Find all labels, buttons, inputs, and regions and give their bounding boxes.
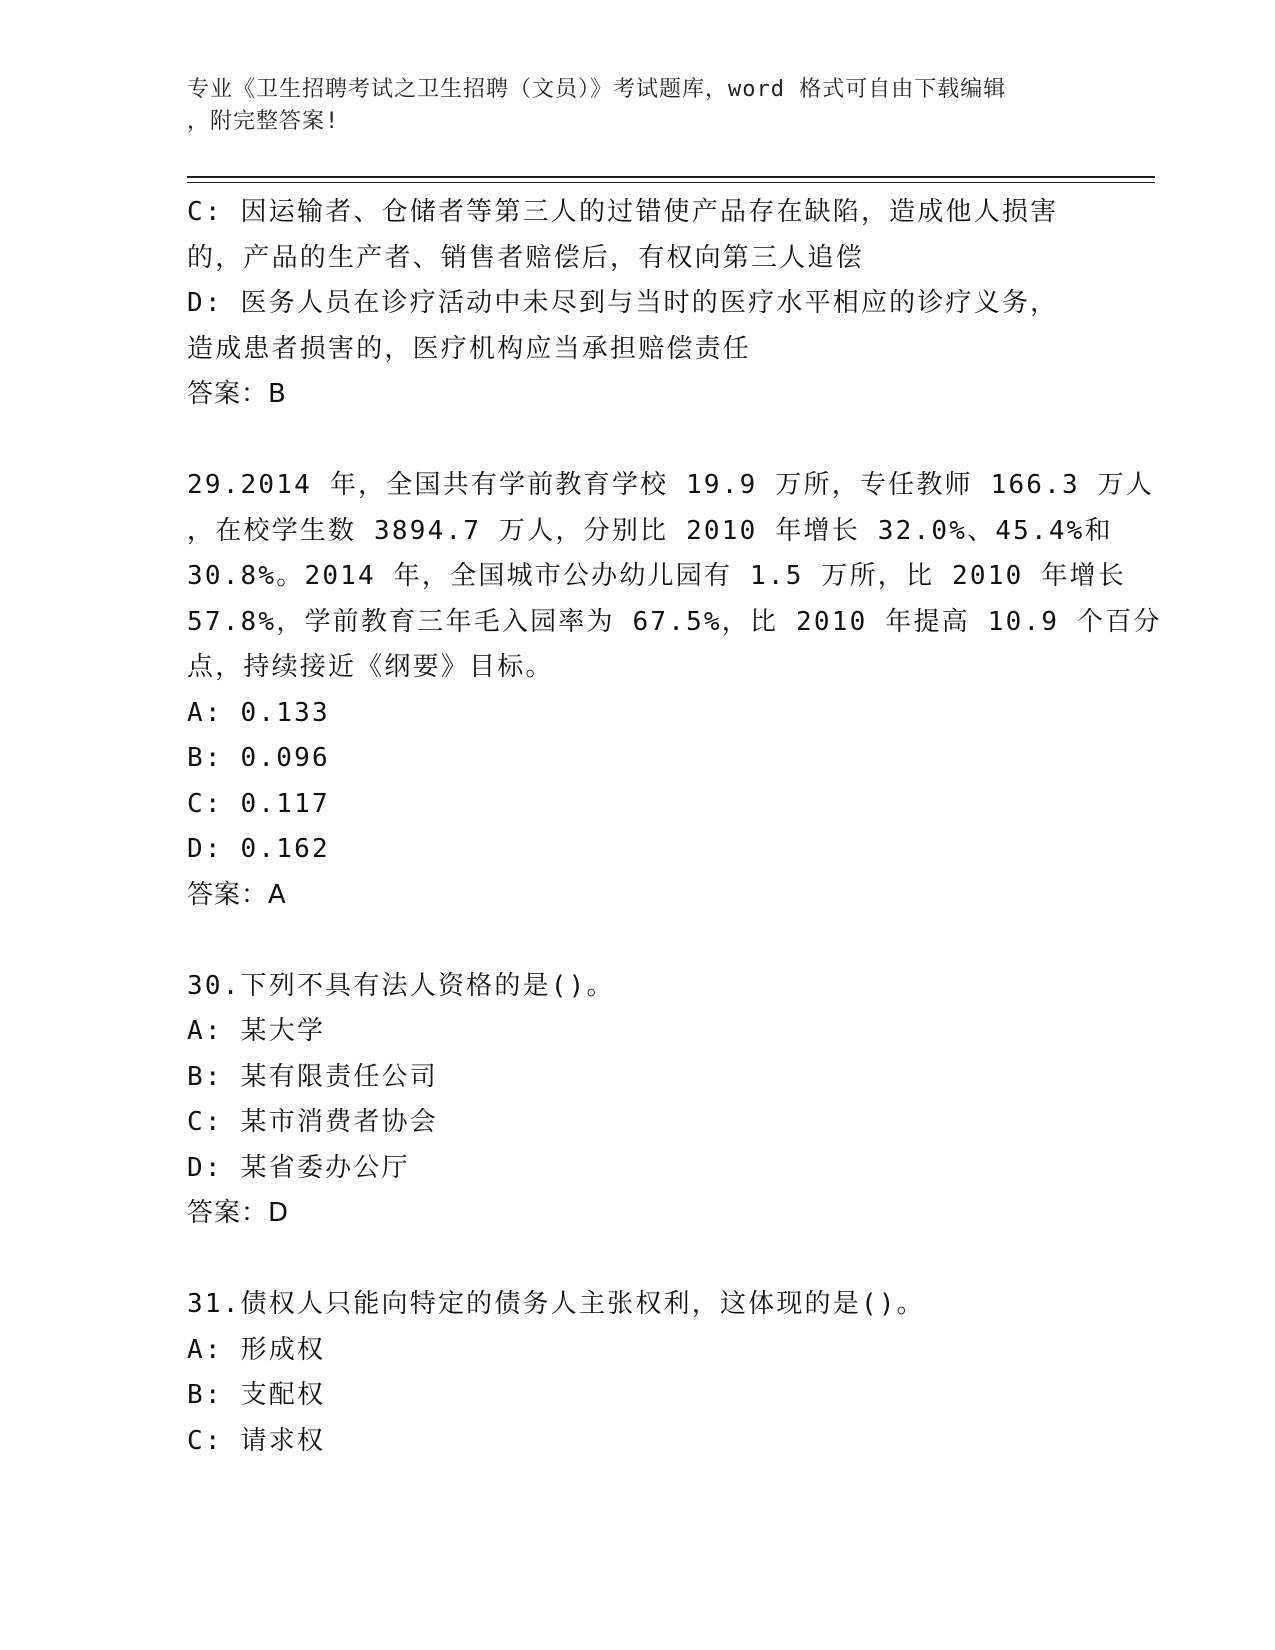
header-line-2: ，附完整答案! — [187, 109, 340, 134]
answer-label: 答案：B — [187, 379, 287, 409]
spacer — [187, 918, 1077, 964]
question-stem-line: 57.8%，学前教育三年毛入园率为 67.5%，比 2010 年提高 10.9 个百分 — [187, 606, 1162, 637]
option-b: B: 某有限责任公司 — [187, 1061, 438, 1092]
document-header — [187, 74, 1067, 138]
spacer — [187, 418, 1077, 464]
question-list — [187, 190, 1162, 1464]
spacer — [187, 1237, 1077, 1283]
answer-label: 答案：D — [187, 1198, 290, 1228]
header-rule-thin — [187, 182, 1155, 183]
header-rule-thick — [187, 176, 1155, 178]
header-line-1: 专业《卫生招聘考试之卫生招聘（文员）》考试题库，word 格式可自由下载编辑 — [187, 77, 1007, 102]
question-stem-line: 30.8%。2014 年，全国城市公办幼儿园有 1.5 万所，比 2010 年增长 — [187, 561, 1126, 591]
question-30 — [187, 964, 1077, 1237]
option-b: B: 支配权 — [187, 1380, 326, 1410]
option-d: D: 0.162 — [187, 834, 330, 864]
option-c: C: 0.117 — [187, 788, 330, 819]
question-stem: 30.下列不具有法人资格的是()。 — [187, 970, 615, 1001]
option-c: C: 某市消费者协会 — [187, 1107, 438, 1137]
option-c-line-2: 的，产品的生产者、销售者赔偿后，有权向第三人追偿 — [187, 242, 864, 273]
option-b: B: 0.096 — [187, 743, 330, 773]
question-stem-line: 点，持续接近《纲要》目标。 — [187, 652, 554, 682]
question-stem-line: ，在校学生数 3894.7 万人，分别比 2010 年增长 32.0%、45.4%和 — [187, 515, 1113, 546]
option-c: C: 请求权 — [187, 1425, 326, 1456]
option-a: A: 某大学 — [187, 1016, 326, 1046]
question-29 — [187, 463, 1162, 918]
option-d-line-2: 造成患者损害的，医疗机构应当承担赔偿责任 — [187, 333, 752, 364]
question-31 — [187, 1282, 1077, 1464]
option-d: D: 某省委办公厅 — [187, 1152, 410, 1183]
question-stem-line: 29.2014 年，全国共有学前教育学校 19.9 万所，专任教师 166.3 万人 — [187, 470, 1155, 500]
option-a: A: 形成权 — [187, 1334, 326, 1365]
question-stem: 31.债权人只能向特定的债务人主张权利，这体现的是()。 — [187, 1289, 925, 1319]
answer-label: 答案：A — [187, 879, 287, 910]
option-d-line-1: D: 医务人员在诊疗活动中未尽到与当时的医疗水平相应的诊疗义务， — [187, 288, 1059, 318]
previous-question-tail — [187, 190, 1077, 418]
option-c-line-1: C: 因运输者、仓储者等第三人的过错使产品存在缺陷，造成他人损害 — [187, 197, 1059, 227]
option-a: A: 0.133 — [187, 697, 330, 728]
